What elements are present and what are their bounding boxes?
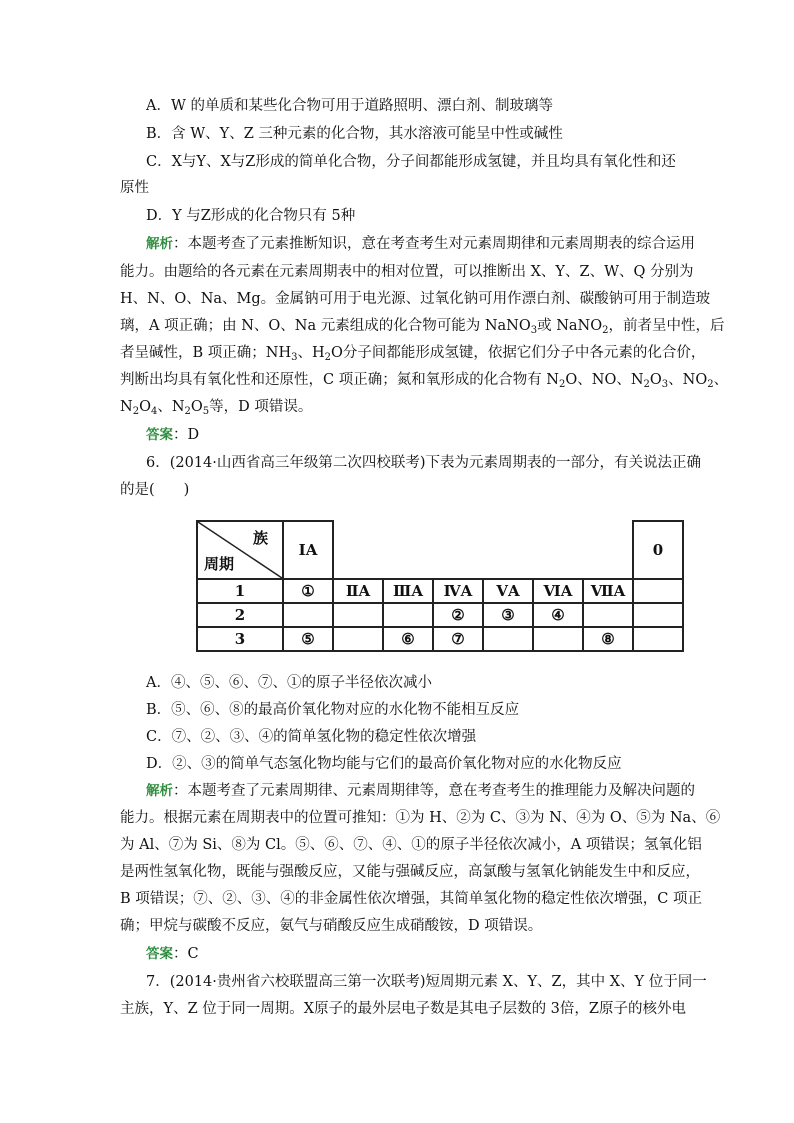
- q6-analysis-line: 解析：本题考查了元素周期律、元素周期律等，意在考查考生的推理能力及解决问题的: [146, 783, 695, 799]
- q6-option-b: B．⑤、⑥、⑧的最高价氧化物对应的水化物不能相互反应: [146, 702, 520, 718]
- element-cell: ②: [433, 603, 483, 627]
- q6-option-d: D．②、③的简单气态氢化物均能与它们的最高价氧化物对应的水化物反应: [146, 756, 622, 772]
- q6-option-a: A．④、⑤、⑥、⑦、①的原子半径依次减小: [146, 675, 432, 691]
- q5-option-c: C．X与Y、X与Z形成的简单化合物，分子间都能形成氢键，并且均具有氧化性和还: [146, 154, 676, 170]
- q5-analysis-line: 能力。由题给的各元素在元素周期表中的相对位置，可以推断出 X、Y、Z、W、Q 分别为: [120, 264, 694, 280]
- q6-answer: 答案：C: [146, 946, 199, 962]
- element-cell: ⑦: [433, 627, 483, 651]
- q6-analysis-line: 确；甲烷与碳酸不反应，氨气与硝酸反应生成硝酸铵，D 项错误。: [120, 918, 543, 934]
- period-cell: 3: [197, 627, 283, 651]
- q6-analysis-line: 能力。根据元素在周期表中的位置可推知：①为 H、②为 C、③为 N、④为 O、⑤为 Na、⑥: [120, 810, 721, 826]
- element-cell: [633, 627, 683, 651]
- group-header-cell: ⅦA: [583, 579, 633, 603]
- q6-analysis-line: 为 Al、⑦为 Si、⑧为 Cl。⑤、⑥、⑦、④、①的原子半径依次减小，A 项错误；氢氧化铝: [120, 837, 702, 853]
- periodic-table: [196, 520, 684, 652]
- q6-stem: 6．(2014·山西省高三年级第二次四校联考)下表为元素周期表的一部分，有关说法正确: [146, 455, 702, 471]
- q5-option-b: B．含 W、Y、Z 三种元素的化合物，其水溶液可能呈中性或碱性: [146, 126, 563, 142]
- group-header-cell: ⅥA: [533, 579, 583, 603]
- element-cell: ①: [283, 579, 333, 603]
- answer-label: 答案: [146, 946, 173, 962]
- element-cell: [633, 579, 683, 603]
- q6-analysis-line: B 项错误；⑦、②、③、④的非金属性依次增强，其简单氢化物的稳定性依次增强，C 项正: [120, 891, 702, 907]
- element-cell: ⑤: [283, 627, 333, 651]
- group-zero-header: 0: [633, 521, 683, 579]
- element-cell: ⑧: [583, 627, 633, 651]
- group-header-cell: ⅡA: [333, 579, 383, 603]
- element-cell: [533, 627, 583, 651]
- period-cell: 2: [197, 603, 283, 627]
- q6-stem-cont: 的是( ): [120, 482, 190, 498]
- q5-analysis-line: 璃，A 项正确；由 N、O、Na 元素组成的化合物可能为 NaNO$_3$或 NaNO$_2$，前者呈中性，后: [120, 318, 725, 336]
- group-ia-header: ⅠA: [283, 521, 333, 579]
- element-cell: ④: [533, 603, 583, 627]
- element-cell: [333, 627, 383, 651]
- q6-option-c: C．⑦、②、③、④的简单氢化物的稳定性依次增强: [146, 729, 477, 745]
- q6-analysis-line: 是两性氢氧化物，既能与强酸反应，又能与强碱反应，高氯酸与氢氧化钠能发生中和反应，: [120, 864, 700, 880]
- element-cell: [283, 603, 333, 627]
- element-cell: [633, 603, 683, 627]
- q7-stem: 7．(2014·贵州省六校联盟高三第一次联考)短周期元素 X、Y、Z，其中 X、Y 位于同一: [146, 974, 707, 990]
- q5-answer: 答案：D: [146, 427, 200, 443]
- q5-analysis-line: 解析：本题考查了元素推断知识，意在考查考生对元素周期律和元素周期表的综合运用: [146, 236, 695, 252]
- answer-label: 答案: [146, 427, 173, 443]
- header-group-label: 族: [252, 529, 268, 547]
- analysis-label: 解析: [146, 783, 173, 799]
- q5-analysis-line: $N_2O_4$、$N_2O_5$等，D 项错误。: [120, 399, 313, 417]
- q5-option-d: D．Y 与Z形成的化合物只有 5种: [146, 208, 356, 224]
- q5-option-c-cont: 原性: [120, 180, 149, 196]
- group-header-cell: ⅤA: [483, 579, 533, 603]
- element-cell: ③: [483, 603, 533, 627]
- q5-analysis-line: H、N、O、Na、Mg。金属钠可用于电光源、过氧化钠可用作漂白剂、碳酸钠可用于制造玻: [120, 291, 711, 307]
- element-cell: [583, 603, 633, 627]
- q5-analysis-line: 者呈碱性，B 项正确；$NH_3$、$H_2O$分子间都能形成氢键，依据它们分子中各元素的化合价，: [120, 345, 706, 363]
- q7-stem-cont: 主族，Y、Z 位于同一周期。X原子的最外层电子数是其电子层数的 3倍，Z原子的核外电: [120, 1001, 686, 1017]
- group-header-cell: ⅢA: [383, 579, 433, 603]
- element-cell: ⑥: [383, 627, 433, 651]
- group-header-cell: ⅣA: [433, 579, 483, 603]
- table-gap: [333, 521, 633, 579]
- q5-analysis-line: 判断出均具有氧化性和还原性，C 项正确；氮和氧形成的化合物有 $N_2O$、NO、$N_2O_3$、$NO_2$、: [120, 372, 729, 390]
- header-period-label: 周期: [204, 555, 235, 573]
- analysis-label: 解析: [146, 236, 173, 252]
- table-corner-header: [197, 521, 283, 579]
- period-cell: 1: [197, 579, 283, 603]
- element-cell: [483, 627, 533, 651]
- element-cell: [333, 603, 383, 627]
- element-cell: [383, 603, 433, 627]
- q5-option-a: A．W 的单质和某些化合物可用于道路照明、漂白剂、制玻璃等: [146, 98, 553, 114]
